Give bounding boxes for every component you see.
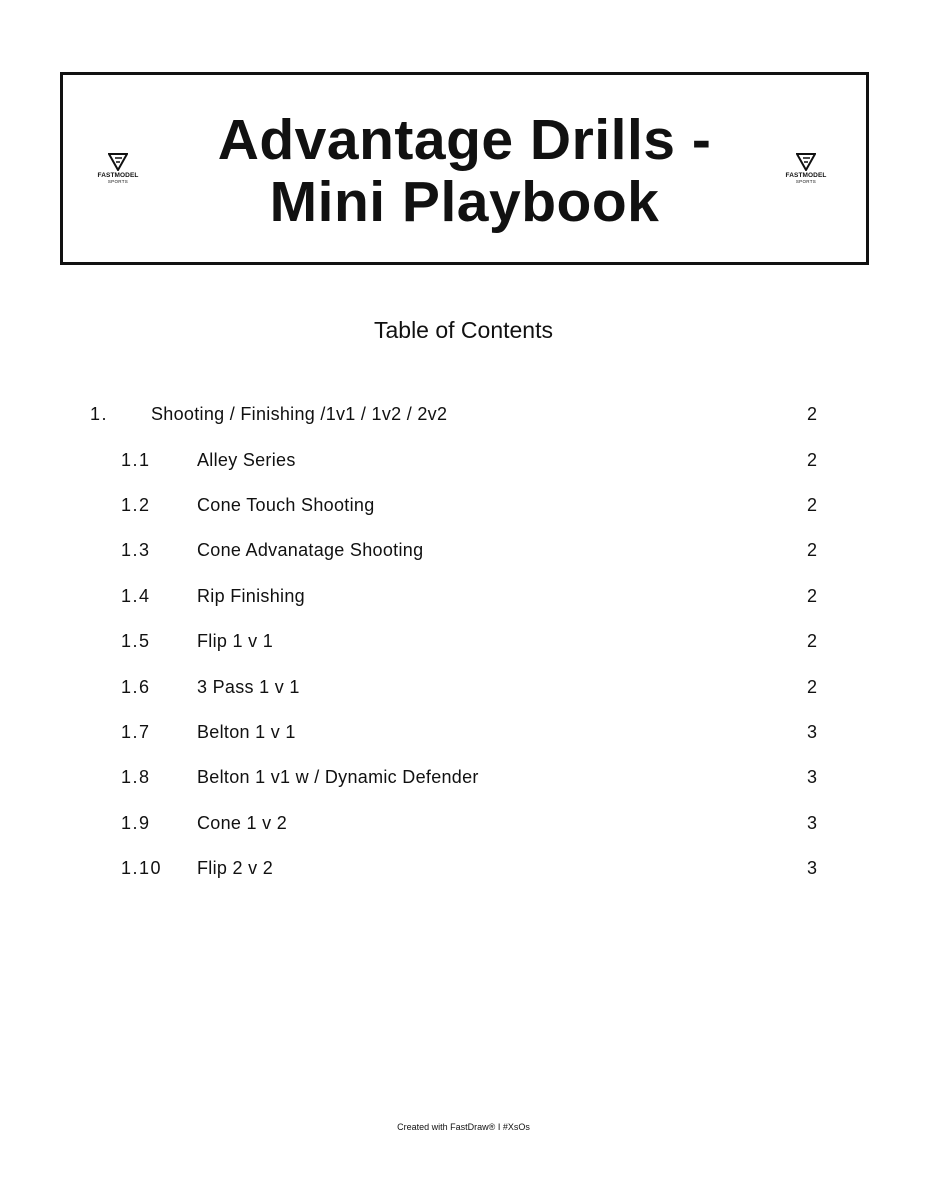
toc-entry-cone-touch-shooting[interactable] — [0, 492, 927, 518]
toc-entry-flip-1v1[interactable] — [0, 628, 927, 654]
fastmodel-sports-logo-icon — [796, 153, 816, 171]
toc-entry-page: 2 — [806, 404, 817, 424]
toc-entry-number: 1.4 — [121, 586, 151, 606]
logo-brand-text: FASTMODEL — [97, 172, 139, 179]
toc-entry-page: 3 — [806, 813, 817, 833]
logo-brand-text: FASTMODEL — [785, 172, 827, 179]
toc-entry-page: 2 — [806, 586, 817, 606]
toc-entry-number: 1.1 — [121, 450, 151, 470]
toc-entry-number: 1.5 — [121, 631, 151, 651]
fastmodel-logo-right — [776, 153, 836, 184]
toc-entry-label: Cone Touch Shooting — [197, 495, 375, 515]
logo-sub-text: SPORTS — [107, 179, 129, 184]
toc-entry-label: Flip 1 v 1 — [197, 631, 274, 651]
toc-entry-page: 3 — [806, 722, 817, 742]
toc-entry-flip-2v2[interactable] — [0, 855, 927, 881]
toc-entry-number: 1. — [90, 404, 109, 424]
toc-entry-label: Cone 1 v 2 — [197, 813, 288, 833]
title-box — [60, 72, 869, 265]
toc-entry-page: 2 — [806, 450, 817, 470]
toc-entry-label: Cone Advanatage Shooting — [197, 540, 424, 560]
toc-entry-page: 2 — [806, 677, 817, 697]
toc-entry-label: Alley Series — [197, 450, 296, 470]
page-footer: Created with FastDraw® I #XsOs — [397, 1122, 530, 1132]
toc-entry-label: Flip 2 v 2 — [197, 858, 274, 878]
toc-entry-belton-1v1[interactable] — [0, 719, 927, 745]
toc-entry-alley-series[interactable] — [0, 447, 927, 473]
toc-entry-number: 1.7 — [121, 722, 151, 742]
title-line-1: Advantage Drills - — [217, 108, 712, 172]
toc-entry-3-pass-1v1[interactable] — [0, 674, 927, 700]
logo-sub-text: SPORTS — [795, 179, 817, 184]
toc-entry-rip-finishing[interactable] — [0, 583, 927, 609]
toc-entry-section-1[interactable] — [0, 401, 927, 427]
toc-entry-belton-dynamic-defender[interactable] — [0, 764, 927, 790]
toc-entry-label: Belton 1 v 1 — [197, 722, 296, 742]
fastmodel-logo-left — [88, 153, 148, 184]
toc-entry-cone-advantage-shooting[interactable] — [0, 537, 927, 563]
toc-entry-page: 3 — [806, 767, 817, 787]
toc-entry-label: Rip Finishing — [197, 586, 305, 606]
toc-entry-page: 2 — [806, 631, 817, 651]
toc-entry-number: 1.6 — [121, 677, 151, 697]
toc-entry-label: Shooting / Finishing /1v1 / 1v2 / 2v2 — [151, 404, 448, 424]
toc-entry-number: 1.3 — [121, 540, 151, 560]
fastmodel-sports-logo-icon — [108, 153, 128, 171]
toc-entry-number: 1.8 — [121, 767, 151, 787]
toc-entry-label: 3 Pass 1 v 1 — [197, 677, 300, 697]
toc-entry-label: Belton 1 v1 w / Dynamic Defender — [197, 767, 479, 787]
toc-entry-number: 1.9 — [121, 813, 151, 833]
toc-entry-page: 3 — [806, 858, 817, 878]
toc-entry-number: 1.10 — [121, 858, 163, 878]
document-title — [163, 109, 766, 233]
toc-entry-page: 2 — [806, 495, 817, 515]
toc-entry-number: 1.2 — [121, 495, 151, 515]
title-line-2: Mini Playbook — [269, 170, 660, 234]
toc-heading: Table of Contents — [373, 317, 553, 343]
toc-entry-page: 2 — [806, 540, 817, 560]
toc-entry-cone-1v2[interactable] — [0, 810, 927, 836]
